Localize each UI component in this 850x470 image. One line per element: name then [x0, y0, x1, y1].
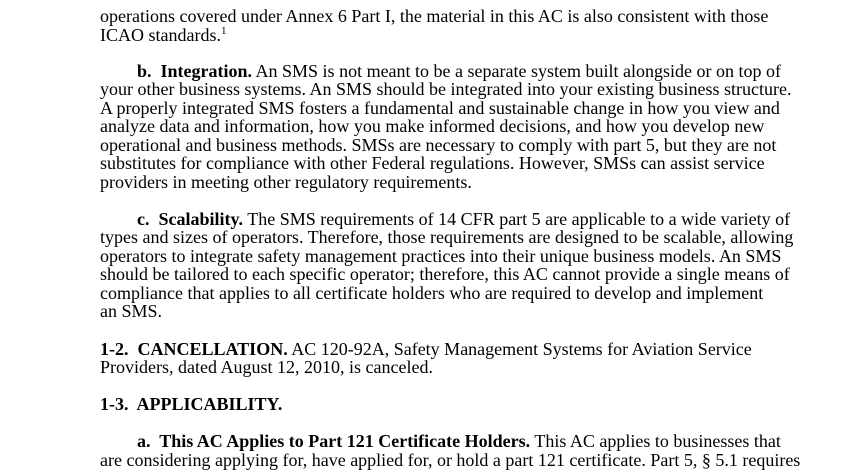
- cancellation-line-1-text: AC 120-92A, Safety Management Systems for Aviation Service: [291, 339, 752, 359]
- cancellation-line-1: [100, 339, 752, 359]
- intro-line-2-text: ICAO standards.: [100, 25, 221, 45]
- cancellation-number: 1-2.: [100, 339, 129, 359]
- part121-line-2: are considering applying for, have applied for, or hold a part 121 certificate. Part 5, § 5.1 requires: [100, 450, 801, 470]
- applicability-heading: APPLICABILITY.: [136, 394, 283, 414]
- applicability-heading-line: [100, 394, 282, 414]
- cancellation-heading: CANCELLATION.: [137, 339, 288, 359]
- integration-heading: Integration.: [160, 61, 253, 81]
- scalability-line-5: compliance that applies to all certificate holders who are required to develop and implement: [100, 283, 764, 303]
- integration-line-7: providers in meeting other regulatory requirements.: [100, 172, 472, 192]
- footnote-reference[interactable]: 1: [220, 25, 227, 37]
- scalability-line-6: an SMS.: [100, 301, 163, 321]
- integration-line-5: operational and business methods. SMSs are necessary to comply with part 5, but they are not: [100, 135, 777, 155]
- cancellation-line-2: Providers, dated August 12, 2010, is canceled.: [100, 357, 433, 377]
- part121-line-1-text: This AC applies to businesses that: [534, 431, 781, 451]
- integration-line-4: analyze data and information, how you make informed decisions, and how you develop new: [100, 116, 765, 136]
- intro-line-2: [100, 25, 226, 45]
- applicability-number: 1-3.: [100, 394, 129, 414]
- integration-label: b.: [137, 61, 152, 81]
- part121-label: a.: [137, 431, 151, 451]
- scalability-line-4: should be tailored to each specific operator; therefore, this AC cannot provide a single means of: [100, 264, 790, 284]
- part121-line-1: [137, 431, 781, 451]
- scalability-line-1: [137, 209, 790, 229]
- intro-line-1: operations covered under Annex 6 Part I, the material in this AC is also consistent with those: [100, 6, 769, 26]
- scalability-heading: Scalability.: [158, 209, 244, 229]
- integration-line-3: A properly integrated SMS fosters a fundamental and sustainable change in how you view and: [100, 98, 780, 118]
- integration-line-6: substitutes for compliance with other Federal regulations. However, SMSs can assist service: [100, 153, 765, 173]
- part121-heading: This AC Applies to Part 121 Certificate Holders.: [159, 431, 531, 451]
- scalability-line-2: types and sizes of operators. Therefore, those requirements are designed to be scalable, allowing: [100, 227, 794, 247]
- integration-line-2: your other business systems. An SMS should be integrated into your existing business structure.: [100, 79, 792, 99]
- scalability-label: c.: [137, 209, 150, 229]
- integration-line-1: [137, 61, 781, 81]
- integration-line-1-text: An SMS is not meant to be a separate system built alongside or on top of: [255, 61, 781, 81]
- scalability-line-1-text: The SMS requirements of 14 CFR part 5 are applicable to a wide variety of: [247, 209, 791, 229]
- scalability-line-3: operators to integrate safety management practices into their unique business models. An SMS: [100, 246, 782, 266]
